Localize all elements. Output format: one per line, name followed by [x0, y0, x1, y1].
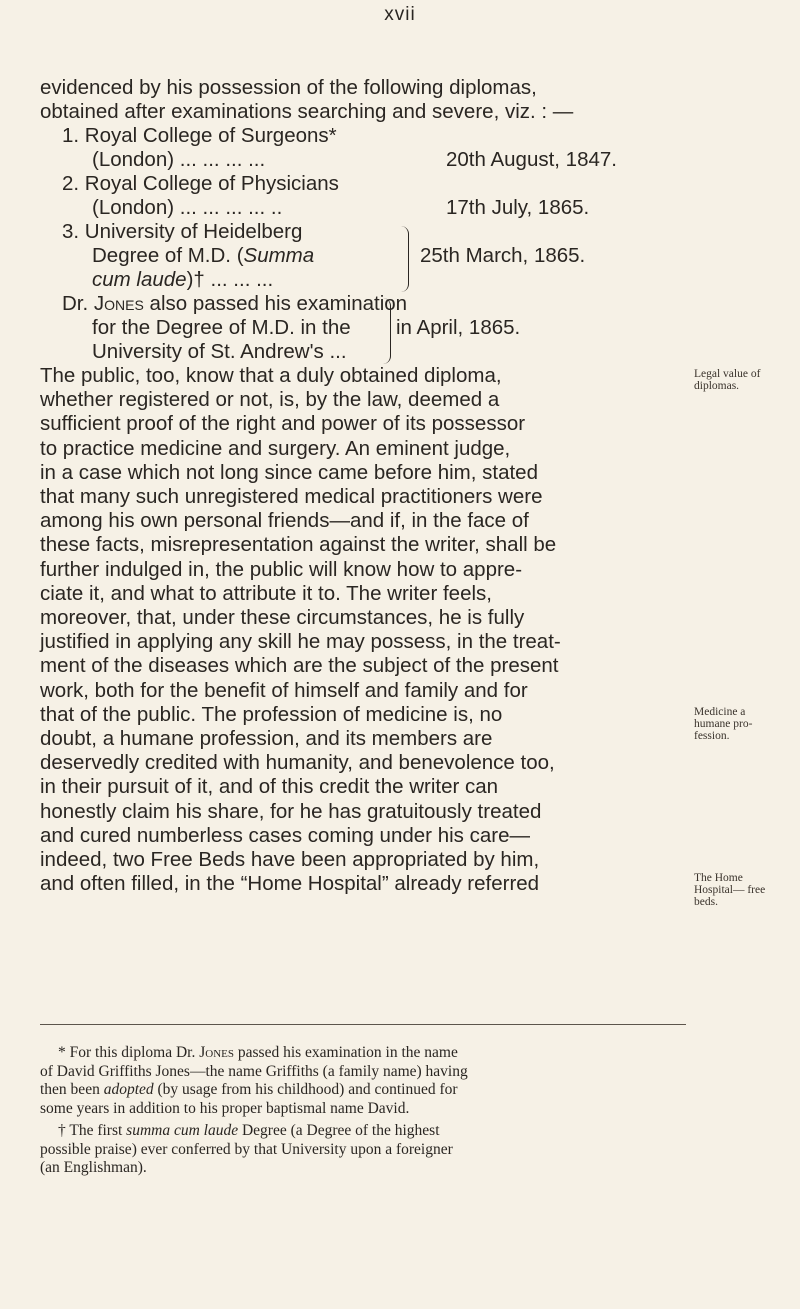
margin-note-home-hospital: The Home Hospital— free beds.	[694, 872, 766, 908]
list-item-1-place: (London) ... ... ... ...	[92, 148, 266, 171]
list-item-1-title: 1. Royal College of Surgeons*	[62, 124, 337, 147]
jones-line-2: for the Degree of M.D. in the	[92, 316, 351, 339]
jones-line-3: University of St. Andrew's ...	[92, 340, 347, 363]
jones-date: in April, 1865.	[396, 316, 521, 339]
margin-note-legal-value: Legal value of diplomas.	[694, 368, 761, 392]
intro-line: evidenced by his possession of the following diplomas,	[40, 76, 537, 99]
page-number: xvii	[384, 4, 416, 25]
body-paragraph: The public, too, know that a duly obtained diploma, whether registered or not, is, by the law, deemed a sufficient proof of the right and power of its possessor to practice medicine and surgery. An eminent judge, in a case which not long since came before him, stated that many such unregistered medical practitioners were among his own personal friends—and if, in the face of these facts, misrepresentation against the writer, shall be further indulged in, the public will know how to appre- ciate it, and what to attribute it to. The writer feels, moreover, that, under these circumstances, he is fully justified in applying any skill he may possess, in the treat- ment of the diseases which are the subject of the present work, both for the benefit of himself and family and for that of the public. The profession of medicine is, no doubt, a humane profession, and its members are deservedly credited with humanity, and benevolence too, in their pursuit of it, and of this credit the writer can honestly claim his share, for he has gratuitously treated and cured numberless cases coming under his care— indeed, two Free Beds have been appropriated by him, and often filled, in the “Home Hospital” already referred	[40, 364, 561, 896]
footnote-1: * For this diploma Dr. Jones passed his examination in the name of David Griffiths Jones—the name Griffiths (a family name) having then been adopted (by usage from his childhood) and continued for some years in addition to his proper baptismal name David.	[40, 1044, 468, 1117]
intro-paragraph	[40, 76, 680, 124]
list-item-2-date: 17th July, 1865.	[446, 196, 590, 219]
intro-line: obtained after examinations searching and severe, viz. : —	[40, 100, 574, 123]
list-item-2-place: (London) ... ... ... ... ..	[92, 196, 283, 219]
list-item-3-cum-laude: cum laude)† ... ... ...	[92, 268, 274, 291]
list-item-3-degree: Degree of M.D. (Summa	[92, 244, 315, 267]
footnote-2: † The first summa cum laude Degree (a Degree of the highest possible praise) ever conferred by that University upon a foreigner (an Englishman).	[40, 1122, 453, 1176]
list-item-3-date: 25th March, 1865.	[420, 244, 586, 267]
brace	[382, 298, 391, 364]
jones-line-1: Dr. Jones also passed his examination	[62, 292, 408, 315]
brace	[400, 226, 409, 292]
list-item-1-date: 20th August, 1847.	[446, 148, 617, 171]
margin-note-medicine-humane: Medicine a humane pro-fession.	[694, 706, 753, 742]
list-item-2-title: 2. Royal College of Physicians	[62, 172, 339, 195]
list-item-3-title: 3. University of Heidelberg	[62, 220, 303, 243]
footnote-divider	[40, 1024, 686, 1025]
